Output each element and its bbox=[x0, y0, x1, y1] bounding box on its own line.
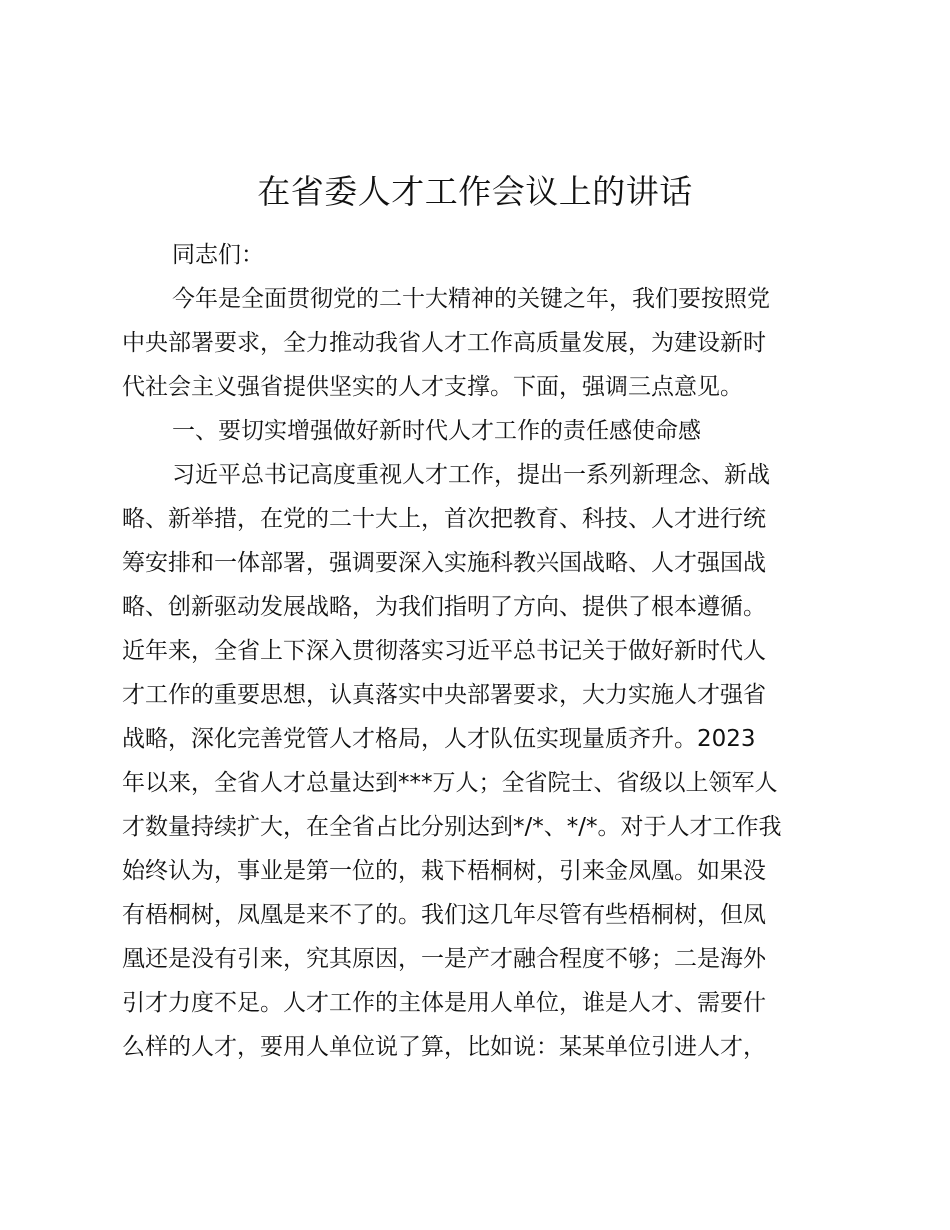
body-line: 筹安排和一体部署，强调要深入实施科教兴国战略、人才强国战 bbox=[122, 550, 766, 576]
body-line: 引才力度不足。人才工作的主体是用人单位，谁是人才、需要什 bbox=[122, 990, 766, 1016]
body-line: 近年来，全省上下深入贯彻落实习近平总书记关于做好新时代人 bbox=[122, 638, 766, 664]
body-line: 中央部署要求，全力推动我省人才工作高质量发展，为建设新时 bbox=[122, 330, 766, 356]
body-line: 今年是全面贯彻党的二十大精神的关键之年，我们要按照党 bbox=[172, 286, 770, 312]
body-line: 代社会主义强省提供坚实的人才支撑。下面，强调三点意见。 bbox=[122, 374, 743, 400]
document-title: 在省委人才工作会议上的讲话 bbox=[257, 172, 693, 211]
body-line: 战略，深化完善党管人才格局，人才队伍实现量质齐升。2023 bbox=[122, 726, 756, 752]
body-line: 略、创新驱动发展战略，为我们指明了方向、提供了根本遵循。 bbox=[122, 594, 766, 620]
body-line: 有梧桐树，凤凰是来不了的。我们这几年尽管有些梧桐树，但凤 bbox=[122, 902, 766, 928]
body-line: 习近平总书记高度重视人才工作，提出一系列新理念、新战 bbox=[172, 462, 770, 488]
section-heading: 一、要切实增强做好新时代人才工作的责任感使命感 bbox=[172, 418, 701, 444]
body-line: 同志们： bbox=[172, 242, 264, 268]
body-line: 始终认为，事业是第一位的，栽下梧桐树，引来金凤凰。如果没 bbox=[122, 858, 766, 884]
body-line: 凰还是没有引来，究其原因，一是产才融合程度不够；二是海外 bbox=[122, 946, 766, 972]
body-line: 才数量持续扩大，在全省占比分别达到*/*、*/*。对于人才工作我 bbox=[122, 814, 782, 840]
body-line: 年以来，全省人才总量达到***万人；全省院士、省级以上领军人 bbox=[122, 770, 778, 796]
body-line: 才工作的重要思想，认真落实中央部署要求，大力实施人才强省 bbox=[122, 682, 766, 708]
body-line: 么样的人才，要用人单位说了算，比如说：某某单位引进人才， bbox=[122, 1034, 766, 1060]
body-line: 略、新举措，在党的二十大上，首次把教育、科技、人才进行统 bbox=[122, 506, 766, 532]
document-body bbox=[122, 233, 840, 1069]
